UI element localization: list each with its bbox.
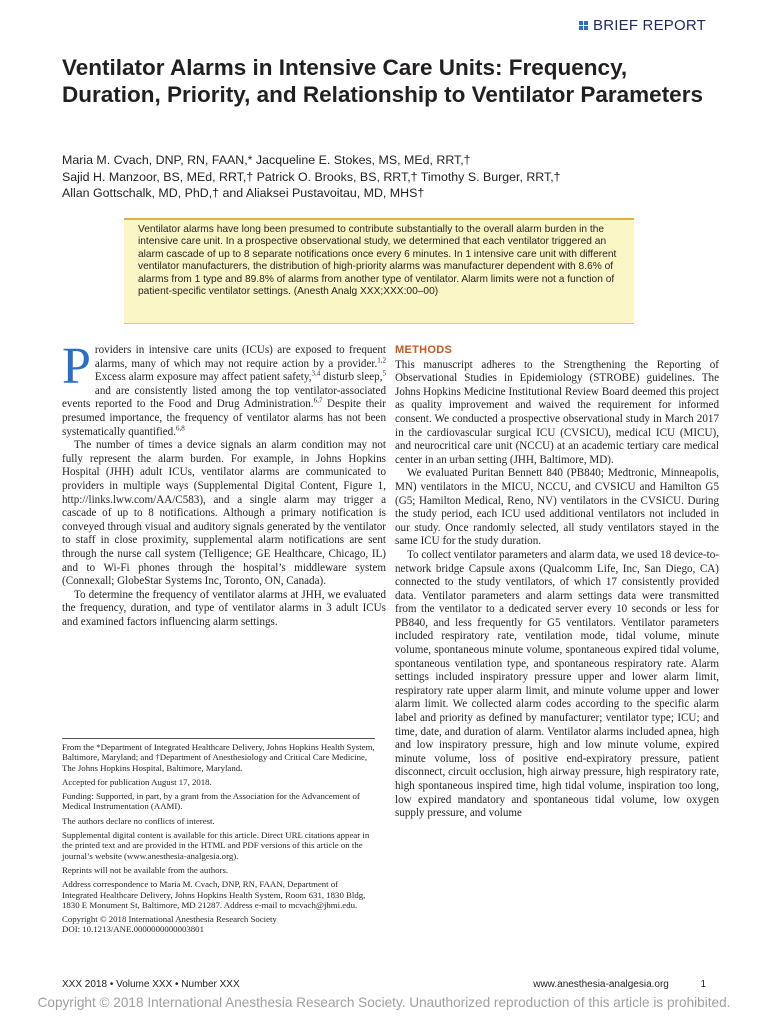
footnote-reprints: Reprints will not be available from the authors. [62,864,229,875]
author-line: Allan Gottschalk, MD, PhD,† and Aliaksei Pustavoitau, MD, MHS† [62,186,425,200]
text-run: disturb sleep, [320,371,383,384]
right-column [395,344,719,821]
footnote-affiliations: From the *Department of Integrated Healthcare Delivery, Johns Hopkins Health System, Baltimore, Maryland; and †Department of Anesthesiology and Critical Care Medicine, The Johns Hopkins Hospital, Baltimore, Maryland. [62,742,375,773]
drop-cap: P [62,338,91,395]
text-run: and are consistently listed among the top ventilator-associated events reported to the Food and Drug Administration. [62,384,386,411]
intro-paragraph [62,338,386,439]
citation-ref[interactable]: 6,7 [313,396,323,405]
footnote-correspondence: Address correspondence to Maria M. Cvach, DNP, RN, FAAN, Department of Integrated Healthcare Delivery, Johns Hopkins Health System, Room 631, 1830 Bldg, 1830 E Monument St, Baltimore, MD 21287. Address e-mail to mcvach@jhmi.edu. [62,879,366,910]
citation-ref[interactable]: 3,4 [311,369,321,378]
section-square-icon [579,21,588,30]
journal-website[interactable]: www.anesthesia-analgesia.org [533,979,669,990]
page-footer [62,979,706,990]
methods-paragraph: We evaluated Puritan Bennett 840 (PB840; Medtronic, Minneapolis, MN) ventilators in the MICU, NCCU, and CVSICU and Hamilton G5 (G5; Hamilton Medical, Reno, NV) ventilators in the CVSICU. During the study period, each ICU used additional ventilators not included in our study. Once randomly selected, all study ventilators stayed in the same ICU for the study duration. [395,467,719,548]
methods-paragraph: To collect ventilator parameters and alarm data, we used 18 device-to-network bridge Capsule axons (Qualcomm Life, Inc, San Diego, CA) connected to the study ventilators, of which 17 consistently provided data. Ventilator parameters and alarm settings data were transmitted from the ventilator to a dedicated server every 10 seconds or less for PB840, and less frequently for G5 ventilators. Ventilator parameters included respiratory rate, ventilation mode, tidal volume, minute volume, spontaneous minute volume, spontaneous expired tidal volume, spontaneous ventilation type, and spontaneous respiratory rate. Alarm settings included inspiratory pressure upper and lower alarm limit, respiratory rate upper alarm limit, and minute volume upper and lower alarm limit. We collected alarm codes according to the specific alarm label and priority as defined by manufacturer; ventilator type; ICU; and time, date, and duration of alarm. Ventilator alarms included apnea, high and low inspiratory pressure, high and low minute volume, expired minute volume, loss of positive end-expiratory pressure, patient disconnect, circuit occlusion, high airway pressure, high respiratory rate, high spontaneous inspired time, high tidal volume, inspiration too long, low expired mandatory and spontaneous tidal volume, low oxygen supply pressure, and volume [395,548,719,820]
intro-paragraph: To determine the frequency of ventilator alarms at JHH, we evaluated the frequency, duration, and type of ventilator alarms in 3 adult ICUs and examined factors influencing alarm settings. [62,588,386,628]
page-number: 1 [700,979,706,990]
methods-heading: METHODS [395,344,453,356]
section-label [579,17,706,34]
citation-ref[interactable]: 1,2 [377,355,386,364]
intro-paragraph: The number of times a device signals an alarm condition may not fully represent the alarm burden. For example, in Johns Hopkins Hospital (JHH) adult ICUs, ventilator alarms are communicated to providers in multiple ways (Supplemental Digital Content, Figure 1, http://links.lww.com/AA/C583), and a single alarm may trigger a cascade of up to 8 notifications. Although a primary notification is conveyed through visual and auditory signals generated by the ventilator to staff in close proximity, supplemental alarm notifications are sent through the nurse call system (Telligence; GE Healthcare, Chicago, IL) and to Wi-Fi phones through the hospital’s middleware system (Connexall; GlobeStar Systems Inc, Toronto, ON, Canada). [62,439,386,588]
text-run: Excess alarm exposure may affect patient safety, [94,371,312,384]
copyright-watermark: Copyright © 2018 International Anesthesia Research Society. Unauthorized reproduction of this article is prohibited. [37,995,731,1010]
footnote-supplemental: Supplemental digital content is available for this article. Direct URL citations appear in the printed text and are provided in the HTML and PDF versions of this article on the journal’s website (www.anesthesia-analgesia.org). [62,830,370,861]
text-run: roviders in intensive care units (ICUs) are exposed to frequent alarms, many of which may not require action by a provider. [94,344,386,370]
left-column [62,338,386,629]
citation-ref[interactable]: 5 [382,369,386,378]
methods-paragraph: This manuscript adheres to the Strengthening the Reporting of Observational Studies in Epidemiology (STROBE) guidelines. The Johns Hopkins Medicine Institutional Review Board deemed this project as quality improvement and waived the requirement for informed consent. We conducted a prospective observational study in March 2017 in the cardiovascular surgical ICU (CVSICU), medical ICU (MICU), and neurocritical care unit (NCCU) at an academic tertiary care medical center in an urban setting (JHH, Baltimore, MD). [395,358,719,466]
author-line: Sajid H. Manzoor, BS, MEd, RRT,† Patrick O. Brooks, BS, RRT,† Timothy S. Burger, RRT,† [62,169,561,184]
citation-ref[interactable]: 6,8 [176,423,185,432]
author-list [62,152,722,202]
footnote-doi: DOI: 10.1213/ANE.0000000000003801 [62,924,204,935]
section-label-text: BRIEF REPORT [593,17,706,34]
footnote-accepted: Accepted for publication August 17, 2018. [62,776,212,787]
text-run: Despite their presumed importance, the frequency of ventilator alarms has not been systematically quantified. [62,398,386,438]
footnote-funding: Funding: Supported, in part, by a grant from the Association for the Advancement of Medical Instrumentation (AAMI). [62,791,360,812]
footnotes [62,738,375,935]
issue-info: XXX 2018 • Volume XXX • Number XXX [62,979,240,990]
footnote-copyright: Copyright © 2018 International Anesthesia Research Society [62,914,277,925]
article-title: Ventilator Alarms in Intensive Care Units: Frequency, Duration, Priority, and Relationship to Ventilator Parameters [62,55,703,107]
author-line: Maria M. Cvach, DNP, RN, FAAN,* Jacqueline E. Stokes, MS, MEd, RRT,† [62,153,471,167]
abstract-box: Ventilator alarms have long been presumed to contribute substantially to the overall alarm burden in the intensive care unit. In a prospective observational study, we determined that each ventilator triggered an alarm cascade of up to 8 separate notifications once every 6 minutes. In 1 intensive care unit with different ventilator manufacturers, the distribution of high-priority alarms was manufacturer dependent with 8.6% of alarms from 1 type and 89.8% of alarms from another type of ventilator. Alarm limits were not a function of patient-specific ventilator settings. (Anesth Analg XXX;XXX:00–00) [124,218,634,324]
footnote-conflicts: The authors declare no conflicts of interest. [62,815,215,826]
